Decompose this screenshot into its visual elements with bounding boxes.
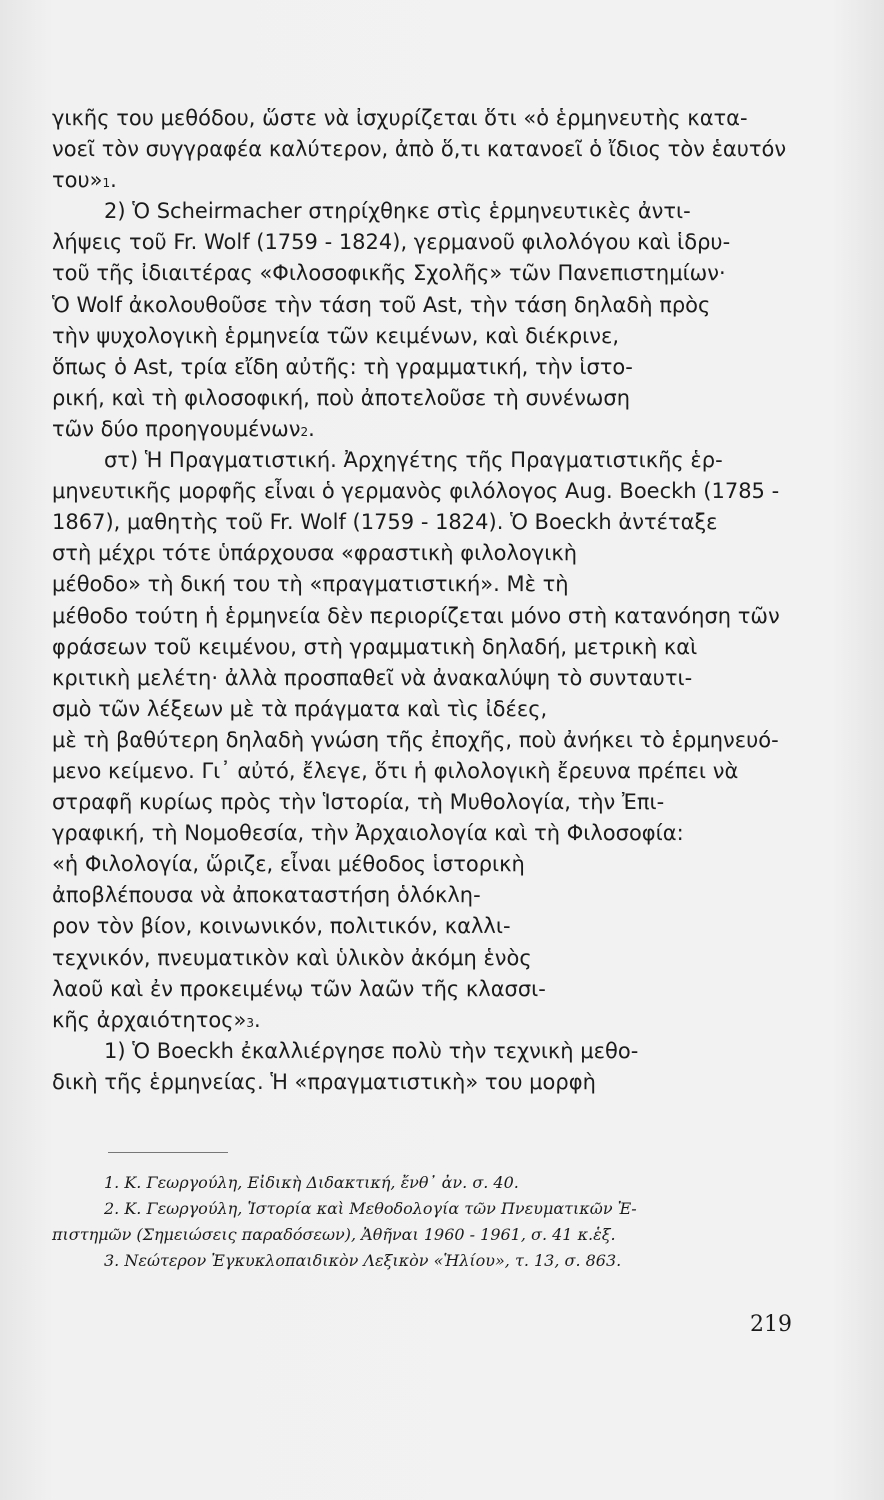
text-line: κριτικὴ μελέτη· ἀλλὰ προσπαθεῖ νὰ ἀνακαλύψη τὸ συνταυτι- (52, 665, 693, 690)
footnote: 1. Κ. Γεωργούλη, Εἰδικὴ Διδακτική, ἔνθ᾽ ἀν. σ. 40. (104, 1173, 519, 1192)
text-line: γραφική, τὴ Νομοθεσία, τὴν Ἀρχαιολογία καὶ τὴ Φιλοσοφία: (52, 821, 684, 846)
section-heading-line: στ) Ἡ Πραγματιστική. Ἀρχηγέτης τῆς Πραγματιστικῆς ἑρ- (104, 448, 723, 473)
main-text (52, 106, 792, 1101)
text-line: μενο κείμενο. Γι᾽ αὐτό, ἔλεγε, ὅτι ἡ φιλολογικὴ ἔρευνα πρέπει νὰ (52, 758, 739, 783)
text-line: τεχνικόν, πνευματικὸν καὶ ὑλικὸν ἀκόμη ἑνὸς (52, 945, 532, 970)
text-line: στραφῆ κυρίως πρὸς τὴν Ἱστορία, τὴ Μυθολογία, τὴν Ἐπι- (52, 790, 665, 815)
footnote-continuation: πιστημῶν (Σημειώσεις παραδόσεων), Ἀθῆναι 1960 - 1961, σ. 41 κ.ἑξ. (52, 1225, 616, 1244)
text-line: ρον τὸν βίον, κοινωνικόν, πολιτικόν, καλλι- (52, 914, 511, 939)
text-line: τοῦ τῆς ἰδιαιτέρας «Φιλοσοφικῆς Σχολῆς» τῶν Πανεπιστημίων· (52, 261, 726, 286)
footnote-divider (108, 1152, 228, 1153)
text-line: ρική, καὶ τὴ φιλοσοφική, ποὺ ἀποτελοῦσε τὴ συνένωση (52, 385, 631, 410)
text-line: 1867), μαθητὴς τοῦ Fr. Wolf (1759 - 1824). Ὁ Boeckh ἀντέταξε (52, 510, 718, 535)
text-line: μέθοδο» τὴ δική του τὴ «πραγματιστική». Μὲ τὴ (52, 572, 569, 597)
footnote: 2. Κ. Γεωργούλη, Ἱστορία καὶ Μεθοδολογία τῶν Πνευματικῶν Ἐ- (104, 1199, 637, 1218)
text-line: του» 1 . (52, 168, 117, 193)
text-line: στὴ μέχρι τότε ὑπάρχουσα «φραστικὴ φιλολογικὴ (52, 541, 577, 566)
footnotes (52, 1170, 792, 1274)
text-line: ἀποβλέπουσα νὰ ἀποκαταστήση ὁλόκλη- (52, 883, 481, 908)
text-line: λαοῦ καὶ ἐν προκειμένῳ τῶν λαῶν τῆς κλασσι- (52, 976, 546, 1001)
text-line: σμὸ τῶν λέξεων μὲ τὰ πράγματα καὶ τὶς ἰδέες, (52, 696, 548, 721)
text-line: μέθοδο τούτη ἡ ἑρμηνεία δὲν περιορίζεται μόνο στὴ κατανόηση τῶν (52, 603, 780, 628)
text-line: ὅπως ὁ Ast, τρία εἴδη αὐτῆς: τὴ γραμματική, τὴν ἱστο- (52, 354, 633, 379)
text-line: γικῆς του μεθόδου, ὥστε νὰ ἰσχυρίζεται ὅτι «ὁ ἑρμηνευτὴς κατα- (52, 106, 748, 130)
text-line: νοεῖ τὸν συγγραφέα καλύτερον, ἀπὸ ὅ,τι κατανοεῖ ὁ ἴδιος τὸν ἑαυτόν (52, 137, 787, 162)
text-line: 1) Ὁ Boeckh ἐκαλλιέργησε πολὺ τὴν τεχνικὴ μεθο- (104, 1038, 639, 1063)
text-line: δικὴ τῆς ἑρμηνείας. Ἡ «πραγματιστικὴ» του μορφὴ (52, 1069, 596, 1094)
text-line: Ὁ Wolf ἀκολουθοῦσε τὴν τάση τοῦ Ast, τὴν τάση δηλαδὴ πρὸς (52, 292, 711, 317)
text-line: μηνευτικῆς μορφῆς εἶναι ὁ γερμανὸς φιλόλογος Aug. Boeckh (1785 - (52, 479, 780, 504)
text-line: 2) Ὁ Scheirmacher στηρίχθηκε στὶς ἑρμηνευτικὲς ἀντι- (104, 199, 691, 224)
footnote: 3. Νεώτερον Ἐγκυκλοπαιδικὸν Λεξικὸν «Ἡλίου», τ. 13, σ. 863. (104, 1251, 622, 1270)
text-line: τῶν δύο προηγουμένων 2 . (52, 416, 315, 441)
page-number: 219 (750, 1312, 792, 1337)
text-line: μὲ τὴ βαθύτερη δηλαδὴ γνώση τῆς ἐποχῆς, ποὺ ἀνήκει τὸ ἑρμηνευό- (52, 727, 779, 752)
text-line: κῆς ἀρχαιότητος» 3 . (52, 1007, 261, 1032)
text-line: λήψεις τοῦ Fr. Wolf (1759 - 1824), γερμανοῦ φιλολόγου καὶ ἱδρυ- (52, 230, 731, 255)
text-line: φράσεων τοῦ κειμένου, στὴ γραμματικὴ δηλαδή, μετρικὴ καὶ (52, 634, 698, 659)
text-line: «ἡ Φιλολογία, ὥριζε, εἶναι μέθοδος ἱστορικὴ (52, 852, 525, 877)
text-line: τὴν ψυχολογικὴ ἑρμηνεία τῶν κειμένων, καὶ διέκρινε, (52, 323, 620, 348)
